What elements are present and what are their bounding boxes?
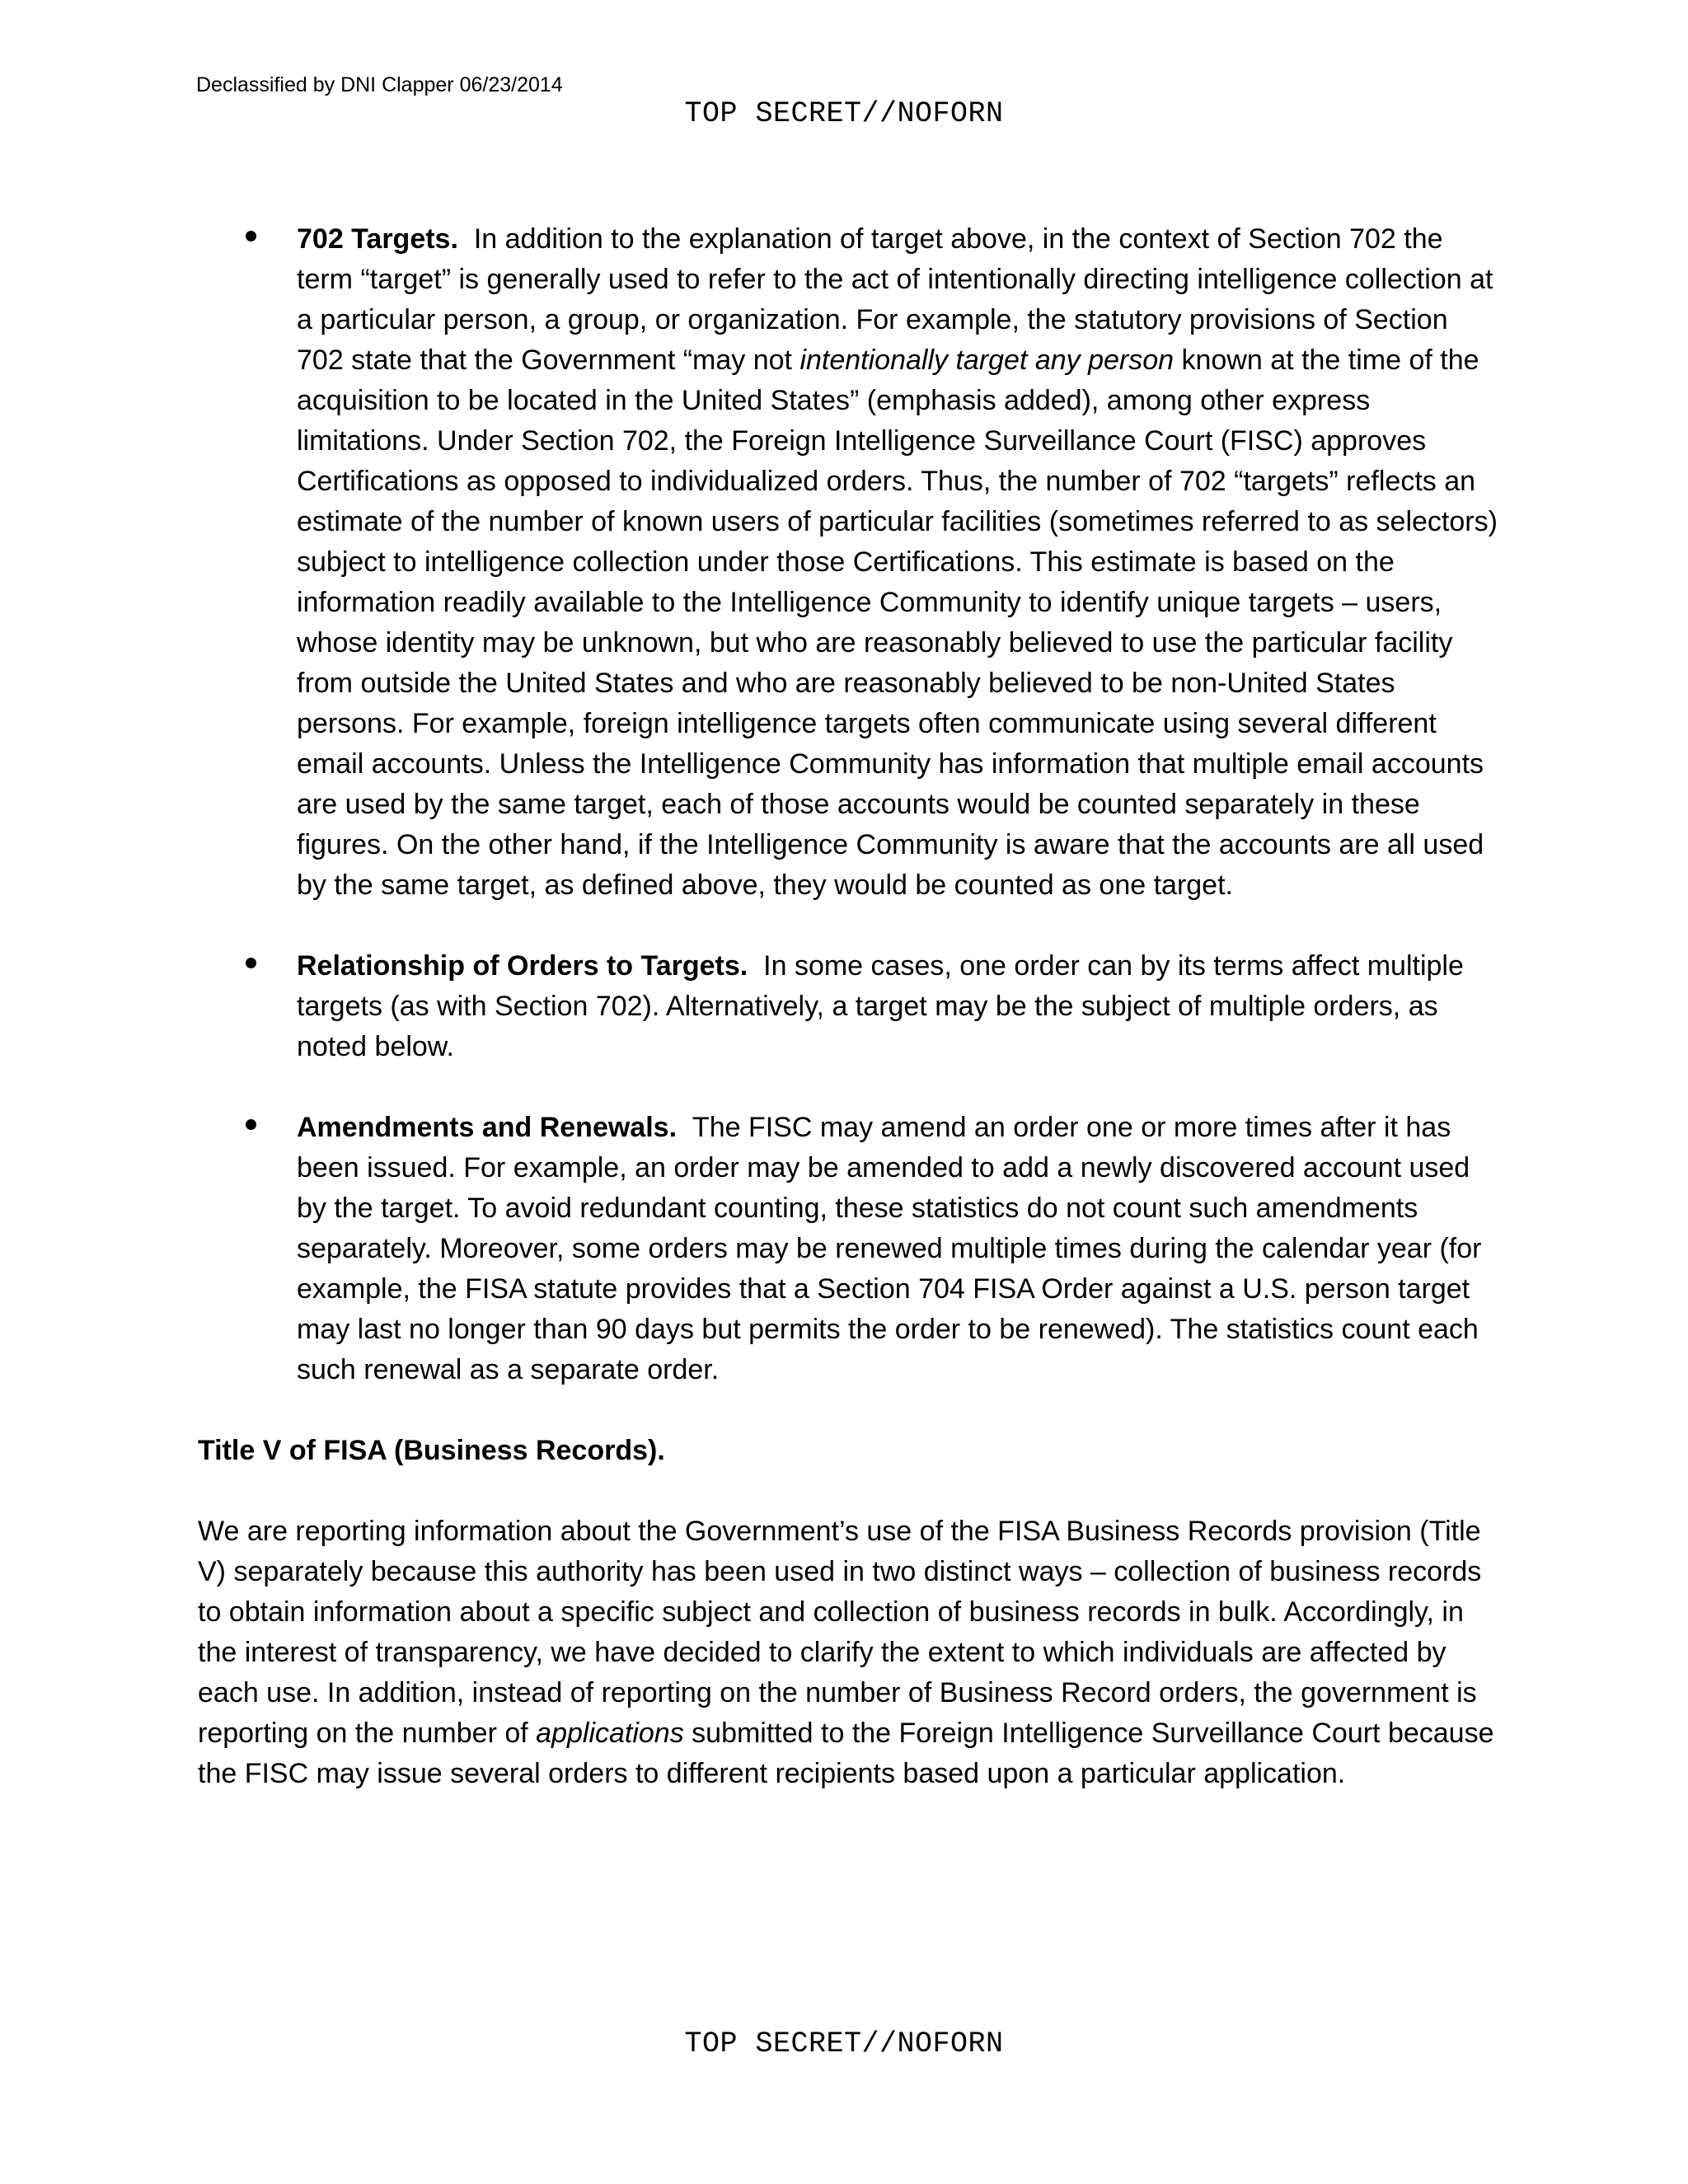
bullet-icon: [246, 1119, 256, 1130]
paragraph-text: We are reporting information about the Government’s use of the FISA Business Records provision (Title V) separately because this authority has been used in two distinct ways – collection of business records to obtain information about a specific subject and collection of business records in bulk. Accordingly, in the interest of transparency, we have decided to clarify the extent to which individuals are affected by each use. In addition, instead of reporting on the number of Business Record orders, the government is reporting on the number of: [198, 1516, 1482, 1749]
bullet-text: In some cases, one order can by its terms affect multiple targets (as with Section 702). Alternatively, a target may be the subject of multiple orders, as noted below.: [297, 950, 1464, 1062]
bullet-heading: 702 Targets.: [297, 223, 458, 255]
bullet-heading: Relationship of Orders to Targets.: [297, 950, 748, 982]
document-body: [198, 219, 1500, 1794]
classification-footer: TOP SECRET//NOFORN: [684, 2027, 1004, 2060]
section-heading: Title V of FISA (Business Records).: [198, 1435, 665, 1466]
bullet-emphasis: intentionally target any person: [799, 344, 1175, 376]
paragraph-text-continued: submitted to the Foreign Intelligence Surveillance Court because the FISC may issue several orders to different recipients based upon a particular application.: [198, 1718, 1494, 1789]
bullet-text: In addition to the explanation of target above, in the context of Section 702 the term “target” is generally used to refer to the act of intentionally directing intelligence collection at a particular person, a group, or organization. For example, the statutory provisions of Section 702 state that the Government “may not: [297, 223, 1493, 376]
declassification-note: Declassified by DNI Clapper 06/23/2014: [196, 73, 563, 96]
list-item-relationship-of-orders: [198, 946, 1500, 1067]
definitions-list: [198, 219, 1500, 1390]
section-paragraph: [198, 1511, 1500, 1794]
bullet-heading: Amendments and Renewals.: [297, 1112, 678, 1143]
list-item-amendments-and-renewals: [198, 1108, 1500, 1390]
bullet-text-continued: known at the time of the acquisition to be located in the United States” (emphasis added), among other express limitations. Under Section 702, the Foreign Intelligence Surveillance Court (FISC) approves Certifications as opposed to individualized orders. Thus, the number of 702 “targets” reflects an estimate of the number of known users of particular facilities (sometimes referred to as selectors) subject to intelligence collection under those Certifications. This estimate is based on the information readily available to the Intelligence Community to identify unique targets – users, whose identity may be unknown, but who are reasonably believed to use the particular facility from outside the United States and who are reasonably believed to be non-United States persons. For example, foreign intelligence targets often communicate using several different email accounts. Unless the Intelligence Community has information that multiple email accounts are used by the same target, each of those accounts would be counted separately in these figures. On the other hand, if the Intelligence Community is aware that the accounts are all used by the same target, as defined above, they would be counted as one target.: [297, 344, 1498, 901]
bullet-text: The FISC may amend an order one or more times after it has been issued. For example, an order may be amended to add a newly discovered account used by the target. To avoid redundant counting, these statistics do not count such amendments separately. Moreover, some orders may be renewed multiple times during the calendar year (for example, the FISA statute provides that a Section 704 FISA Order against a U.S. person target may last no longer than 90 days but permits the order to be renewed). The statistics count each such renewal as a separate order.: [297, 1112, 1482, 1385]
bullet-icon: [246, 231, 256, 241]
paragraph-emphasis: applications: [536, 1718, 684, 1749]
list-item-702-targets: [198, 219, 1500, 906]
classification-header: TOP SECRET//NOFORN: [684, 97, 1004, 130]
bullet-icon: [246, 958, 256, 968]
